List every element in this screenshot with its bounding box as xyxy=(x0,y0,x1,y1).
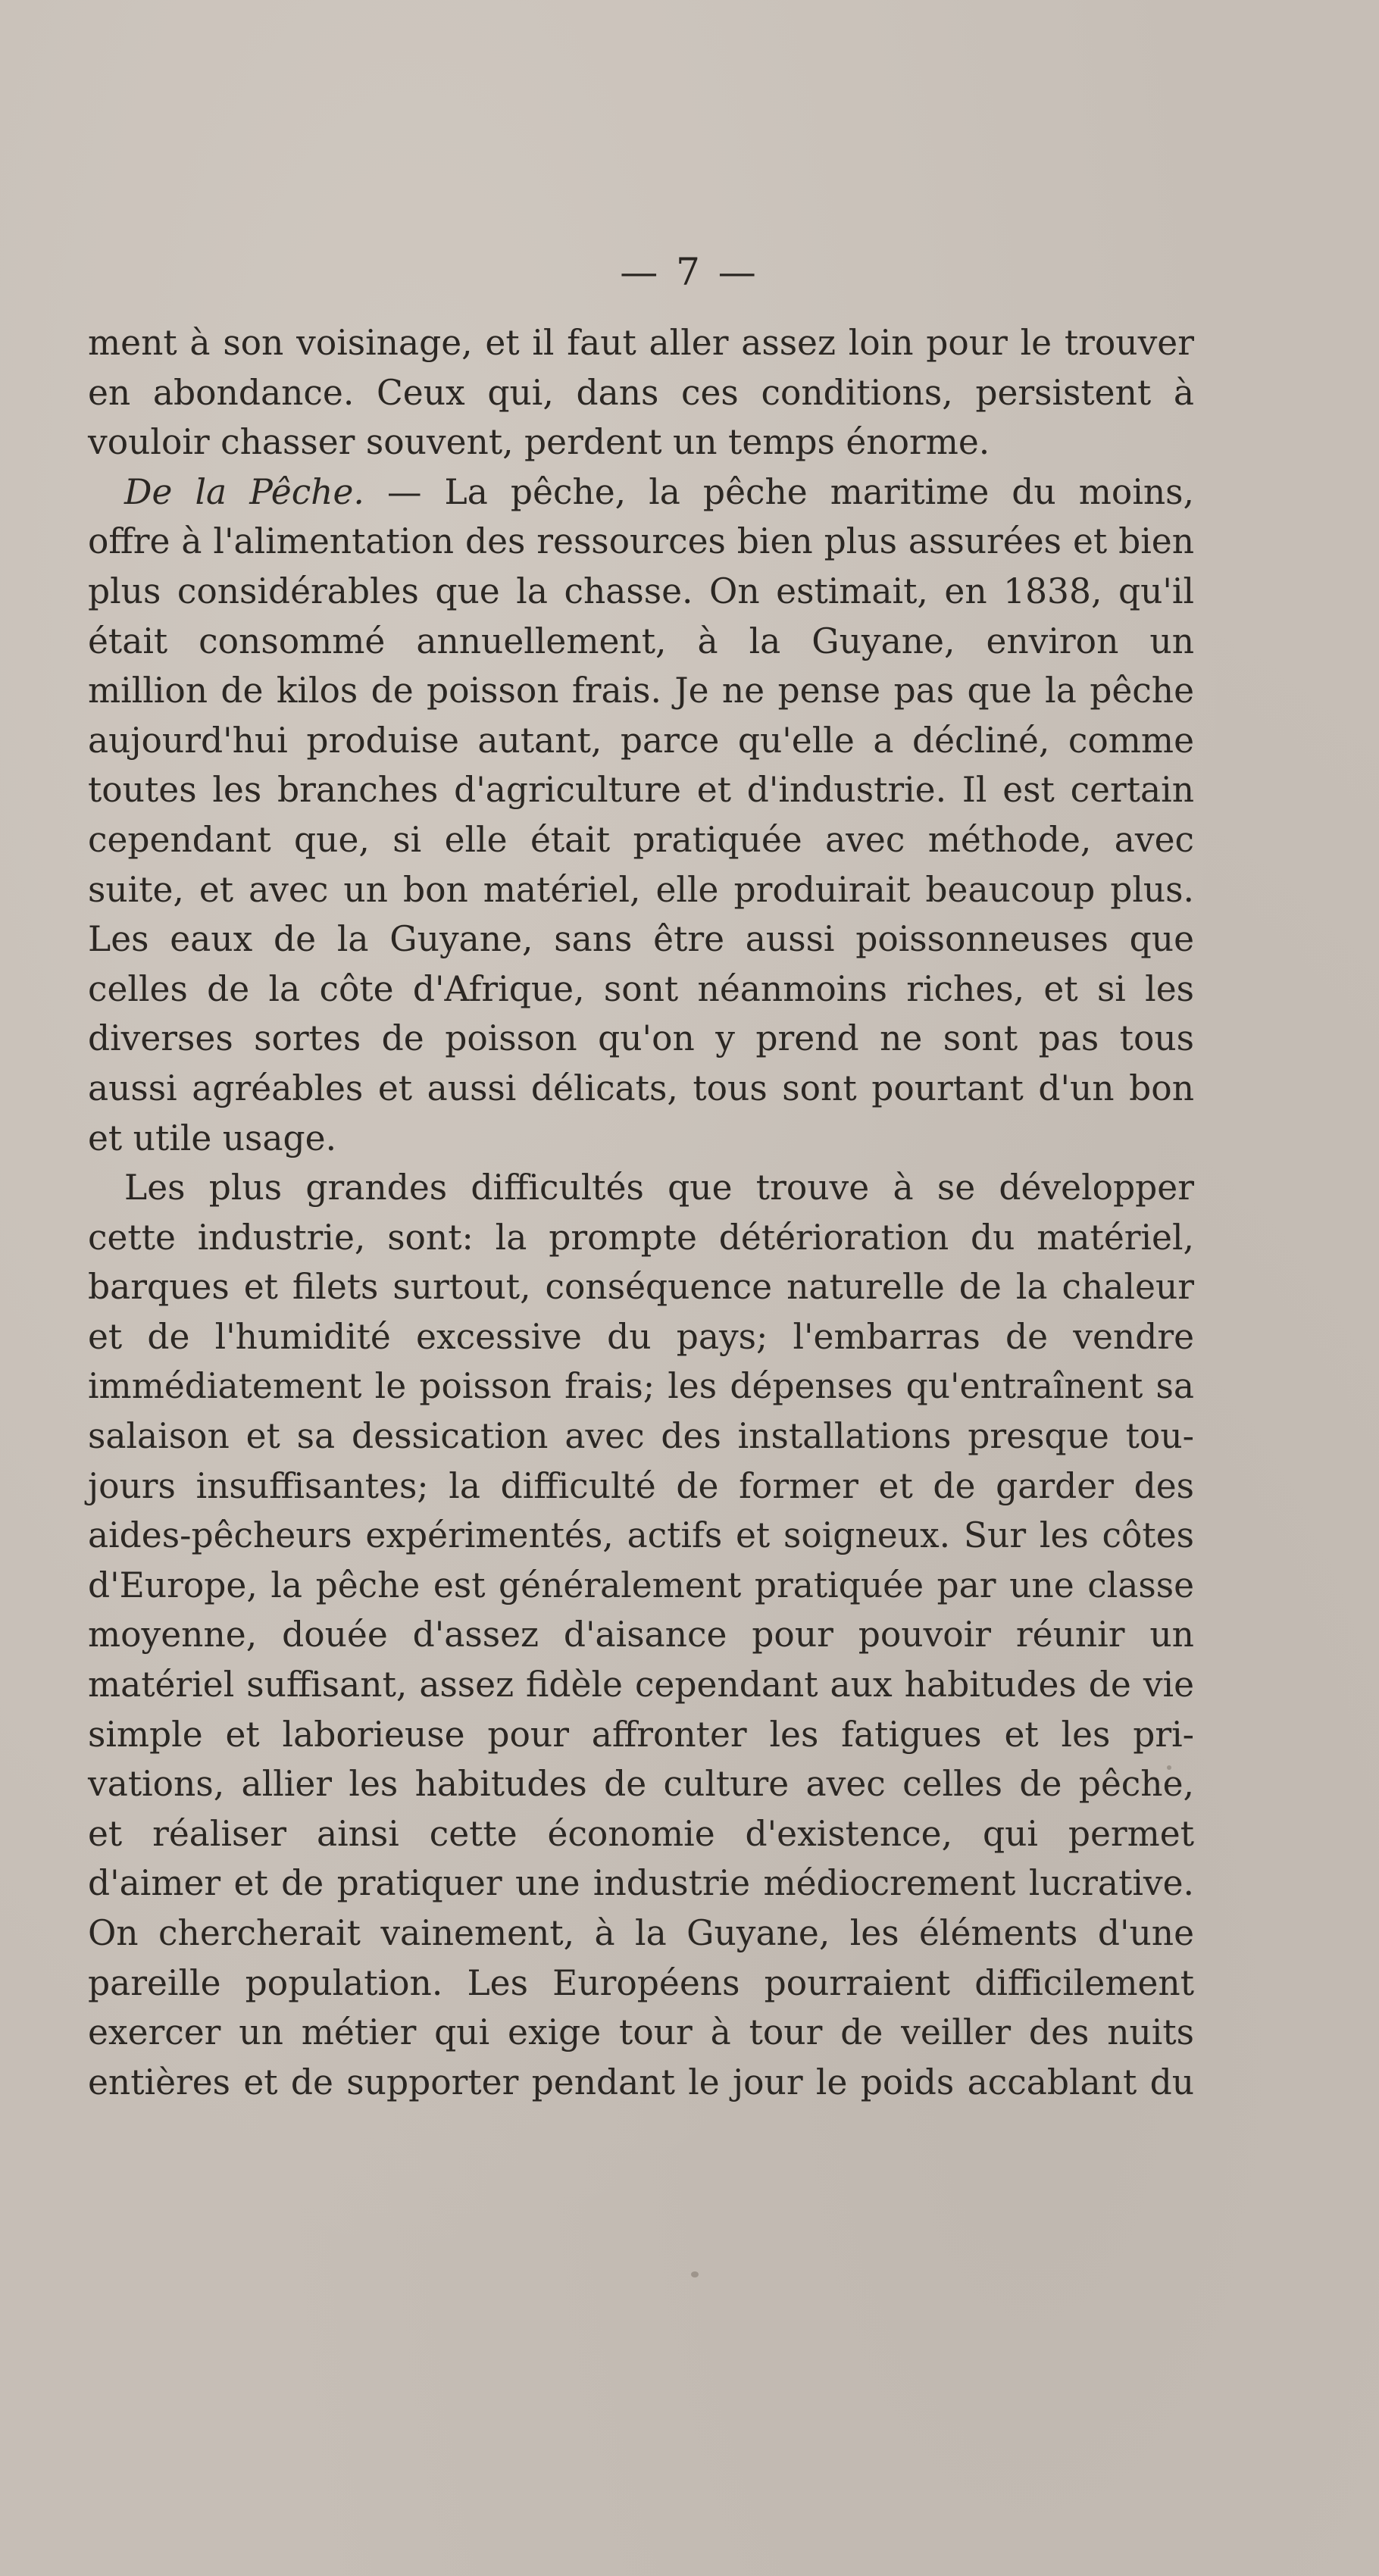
text-line: pareille population. Les Européens pourraient difficilement xyxy=(88,1962,1194,2003)
page-number: — 7 — xyxy=(620,250,759,294)
text-line: simple et laborieuse pour affronter les fatigues et les pri- xyxy=(88,1714,1194,1755)
text-line: immédiatement le poisson frais; les dépenses qu'entraînent sa xyxy=(88,1366,1194,1407)
text-line: aussi agréables et aussi délicats, tous sont pourtant d'un bon xyxy=(88,1068,1194,1108)
text-line: jours insuffisantes; la difficulté de former et de garder des xyxy=(88,1465,1194,1506)
text-line: barques et filets surtout, conséquence naturelle de la chaleur xyxy=(88,1267,1194,1308)
text-line: et de l'humidité excessive du pays; l'embarras de vendre xyxy=(88,1316,1194,1357)
text-line: salaison et sa dessication avec des installations presque tou- xyxy=(88,1416,1194,1457)
text-line: Les eaux de la Guyane, sans être aussi poissonneuses que xyxy=(88,919,1194,960)
text-line: aides-pêcheurs expérimentés, actifs et soigneux. Sur les côtes xyxy=(88,1515,1194,1556)
text-line: vouloir chasser souvent, perdent un temps énorme. xyxy=(88,422,990,463)
text-line: cependant que, si elle était pratiquée avec méthode, avec xyxy=(88,819,1194,860)
text-line: toutes les branches d'agriculture et d'industrie. Il est certain xyxy=(88,770,1194,811)
paper-speck xyxy=(1167,1765,1171,1770)
section-line xyxy=(88,467,1194,517)
text-line: d'aimer et de pratiquer une industrie médiocrement lucrative. xyxy=(88,1863,1194,1904)
text-line: moyenne, douée d'assez d'aisance pour pouvoir réunir un xyxy=(88,1615,1194,1655)
text-line: matériel suffisant, assez fidèle cependant aux habitudes de vie xyxy=(88,1665,1194,1705)
text-line: Les plus grandes difficultés que trouve à se développer xyxy=(124,1168,1194,1208)
text-line: en abondance. Ceux qui, dans ces conditions, persistent à xyxy=(88,372,1194,413)
text-line: aujourd'hui produise autant, parce qu'elle a décliné, comme xyxy=(88,720,1194,761)
text-line: On chercherait vainement, à la Guyane, les éléments d'une xyxy=(88,1913,1194,1953)
text-line: vations, allier les habitudes de culture avec celles de pêche, xyxy=(88,1764,1194,1805)
text-line: et utile usage. xyxy=(88,1118,337,1158)
text-line: offre à l'alimentation des ressources bien plus assurées et bien xyxy=(88,521,1194,562)
text-line: — La pêche, la pêche maritime du moins, xyxy=(386,471,1194,512)
paper-speck xyxy=(691,2271,699,2277)
section-heading: De la Pêche. xyxy=(124,471,364,512)
text-line: cette industrie, sont: la prompte détérioration du matériel, xyxy=(88,1217,1194,1258)
text-line: était consommé annuellement, à la Guyane, environ un xyxy=(88,621,1194,661)
text-line: et réaliser ainsi cette économie d'existence, qui permet xyxy=(88,1813,1194,1854)
text-line: diverses sortes de poisson qu'on y prend ne sont pas tous xyxy=(88,1018,1194,1059)
text-line: plus considérables que la chasse. On estimait, en 1838, qu'il xyxy=(88,571,1194,611)
text-line: ment à son voisinage, et il faut aller assez loin pour le trouver xyxy=(88,323,1194,363)
text-line: million de kilos de poisson frais. Je ne pense pas que la pêche xyxy=(88,671,1194,711)
text-line: entières et de supporter pendant le jour le poids accablant du xyxy=(88,2062,1194,2102)
body-text xyxy=(88,318,1194,2107)
text-line: celles de la côte d'Afrique, sont néanmoins riches, et si les xyxy=(88,968,1194,1009)
text-line: suite, et avec un bon matériel, elle produirait beaucoup plus. xyxy=(88,869,1194,910)
text-line: d'Europe, la pêche est généralement pratiquée par une classe xyxy=(88,1565,1194,1605)
text-line: exercer un métier qui exige tour à tour de veiller des nuits xyxy=(88,2012,1194,2053)
